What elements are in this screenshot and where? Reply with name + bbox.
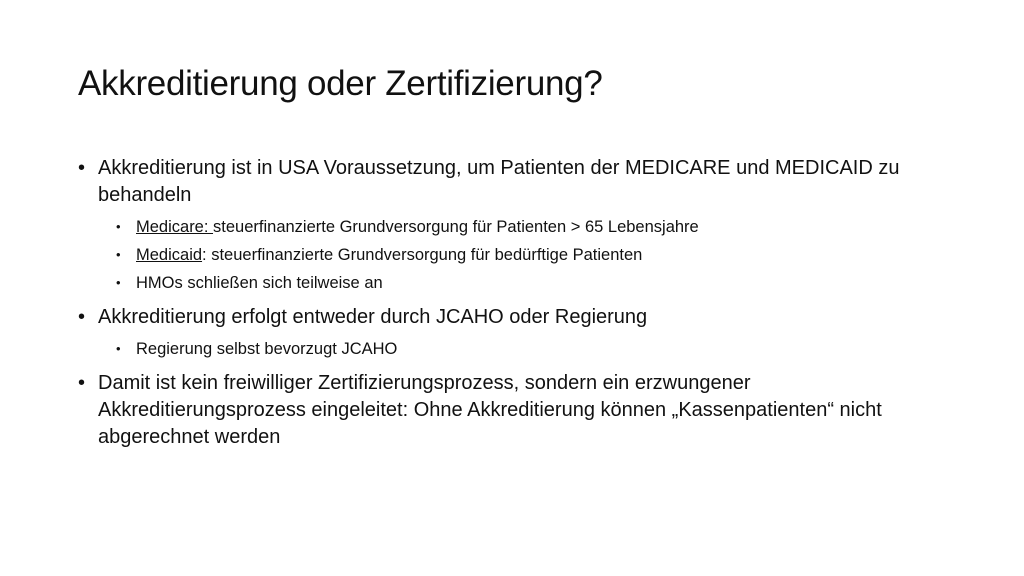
sub-bullet-point bbox=[78, 213, 958, 241]
sub-bullet-point bbox=[78, 269, 958, 297]
sub-bullet-text: steuerfinanzierte Grundversorgung für Patienten > 65 Lebensjahre bbox=[213, 218, 699, 236]
sub-bullet-text: HMOs schließen sich teilweise an bbox=[136, 274, 383, 292]
bullet-text: Akkreditierung ist in USA Voraussetzung, um Patienten der MEDICARE und MEDICAID zu behandeln bbox=[98, 157, 900, 206]
sub-bullet-list bbox=[78, 213, 958, 297]
slide-title: Akkreditierung oder Zertifizierung? bbox=[78, 64, 603, 103]
sub-bullet-point bbox=[78, 241, 958, 269]
sub-bullet-point bbox=[78, 335, 958, 363]
bullet-icon: • bbox=[116, 247, 121, 262]
bullet-icon: • bbox=[78, 372, 86, 394]
bullet-list bbox=[78, 155, 958, 451]
bullet-point bbox=[78, 155, 958, 209]
bullet-text: Akkreditierung erfolgt entweder durch JCAHO oder Regierung bbox=[98, 306, 648, 328]
sub-bullet-text: Regierung selbst bevorzugt JCAHO bbox=[136, 340, 398, 358]
bullet-point bbox=[78, 370, 958, 451]
sub-bullet-label: Medicaid bbox=[136, 246, 203, 264]
bullet-point bbox=[78, 304, 958, 331]
bullet-icon: • bbox=[116, 219, 121, 234]
sub-bullet-text: : steuerfinanzierte Grundversorgung für bedürftige Patienten bbox=[202, 246, 643, 264]
bullet-icon: • bbox=[116, 341, 121, 356]
bullet-text: Damit ist kein freiwilliger Zertifizierungsprozess, sondern ein erzwungener Akkreditierungsprozess eingeleitet: Ohne Akkreditierung können „Kassenpatienten“ nicht abgerechnet werden bbox=[98, 372, 882, 448]
bullet-icon: • bbox=[116, 275, 121, 290]
bullet-icon: • bbox=[78, 157, 86, 179]
sub-bullet-list bbox=[78, 335, 958, 363]
bullet-icon: • bbox=[78, 306, 86, 328]
sub-bullet-label: Medicare: bbox=[136, 218, 214, 236]
